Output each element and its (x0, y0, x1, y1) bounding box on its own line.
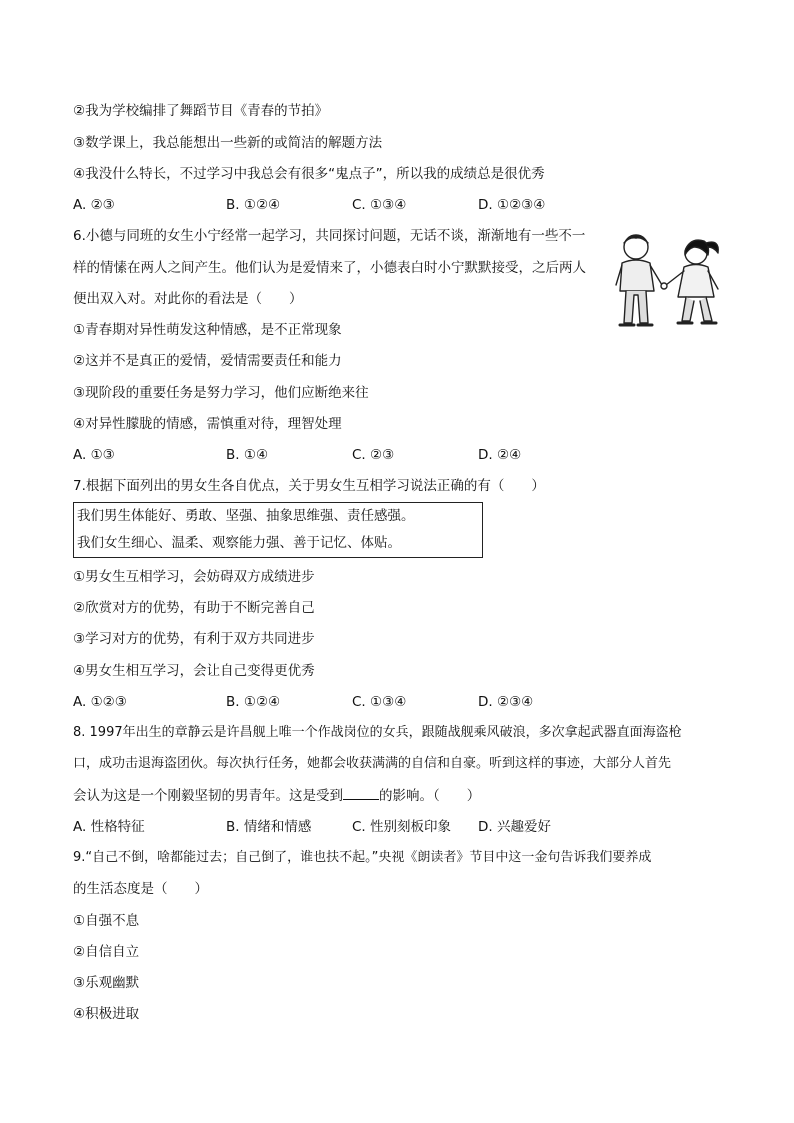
q7-item-2: ②欣赏对方的优势，有助于不断完善自己 (73, 600, 315, 616)
q7-option-d[interactable]: D. ②③④ (478, 694, 534, 710)
q5-option-c[interactable]: C. ①③④ (352, 197, 407, 213)
q8-option-a[interactable]: A. 性格特征 (73, 819, 145, 835)
q7-option-b[interactable]: B. ①②④ (226, 694, 281, 710)
q6-option-a[interactable]: A. ①③ (73, 447, 115, 463)
q8-stem-after-blank: 的影响。（ ） (379, 788, 481, 804)
q8-stem-before-blank: 会认为这是一个刚毅坚韧的男青年。这是受到 (73, 788, 343, 804)
q7-item-3: ③学习对方的优势，有利于双方共同进步 (73, 631, 315, 647)
q8-option-d[interactable]: D. 兴趣爱好 (478, 819, 551, 835)
q9-stem-line-2: 的生活态度是（ ） (73, 881, 208, 897)
q8-option-c[interactable]: C. 性别刻板印象 (352, 819, 452, 835)
q7-material-box (73, 502, 483, 558)
q7-item-4: ④男女生相互学习，会让自己变得更优秀 (73, 663, 315, 679)
q6-stem-line-2: 样的情愫在两人之间产生。他们认为是爱情来了，小德表白时小宁默默接受，之后两人 (73, 260, 586, 276)
q6-option-d[interactable]: D. ②④ (478, 447, 522, 463)
q7-option-c[interactable]: C. ①③④ (352, 694, 407, 710)
q9-item-2: ②自信自立 (73, 944, 140, 960)
q6-item-2: ②这并不是真正的爱情，爱情需要责任和能力 (73, 353, 342, 369)
q6-option-c[interactable]: C. ②③ (352, 447, 395, 463)
q5-item-3: ③数学课上，我总能想出一些新的或简洁的解题方法 (73, 135, 383, 151)
q6-item-1: ①青春期对异性萌发这种情感，是不正常现象 (73, 322, 342, 338)
q6-option-b[interactable]: B. ①④ (226, 447, 269, 463)
q8-stem-line-2: 口，成功击退海盗团伙。每次执行任务，她都会收获满满的自信和自豪。听到这样的事迹，大部分人首先 (73, 756, 672, 771)
q7-stem: 7.根据下面列出的男女生各自优点，关于男女生互相学习说法正确的有（ ） (73, 478, 545, 494)
q6-stem-line-1: 6.小德与同班的女生小宁经常一起学习，共同探讨问题，无话不谈，渐渐地有一些不一 (73, 228, 586, 244)
q9-stem-line-1: 9.“自己不倒，啥都能过去；自己倒了，谁也扶不起。”央视《朗读者》节目中这一金句告诉我们要养成 (73, 850, 652, 865)
q6-item-4: ④对异性朦胧的情感，需慎重对待，理智处理 (73, 416, 342, 432)
q7-box-line-girls: 我们女生细心、温柔、观察能力强、善于记忆、体贴。 (77, 535, 401, 551)
q5-option-b[interactable]: B. ①②④ (226, 197, 281, 213)
q9-item-1: ①自强不息 (73, 913, 140, 929)
q7-option-a[interactable]: A. ①②③ (73, 694, 127, 710)
q5-option-d[interactable]: D. ①②③④ (478, 197, 546, 213)
q7-item-1: ①男女生互相学习，会妨碍双方成绩进步 (73, 569, 315, 585)
q5-item-2: ②我为学校编排了舞蹈节目《青春的节拍》 (73, 103, 329, 119)
boy-girl-holding-hands-illustration (614, 225, 730, 333)
q6-stem-line-3: 便出双入对。对此你的看法是（ ） (73, 291, 303, 307)
q8-stem-line-1: 8. 1997年出生的章静云是许昌舰上唯一个作战岗位的女兵，跟随战舰乘风破浪，多次拿起武器直面海盗枪 (73, 725, 682, 740)
q9-item-3: ③乐观幽默 (73, 975, 140, 991)
q8-stem-line-3 (73, 786, 480, 806)
q8-option-b[interactable]: B. 情绪和情感 (226, 819, 312, 835)
q6-item-3: ③现阶段的重要任务是努力学习，他们应断绝来往 (73, 385, 369, 401)
q8-answer-blank (343, 787, 379, 800)
q5-item-4: ④我没什么特长，不过学习中我总会有很多“鬼点子”，所以我的成绩总是很优秀 (73, 166, 545, 182)
q7-box-line-boys: 我们男生体能好、勇敢、坚强、抽象思维强、责任感强。 (77, 508, 415, 524)
q9-item-4: ④积极进取 (73, 1006, 140, 1022)
q5-option-a[interactable]: A. ②③ (73, 197, 115, 213)
